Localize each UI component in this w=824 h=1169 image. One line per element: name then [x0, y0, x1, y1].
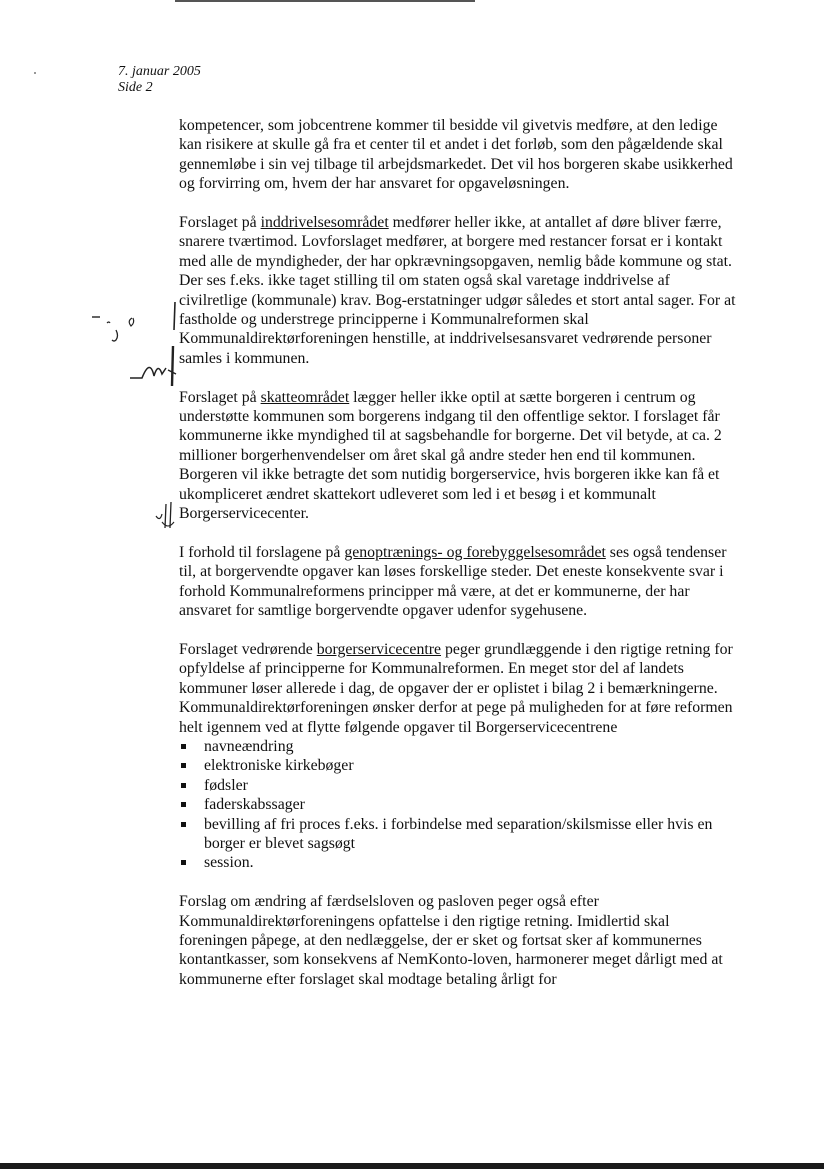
paragraph-genoptraening	[179, 543, 739, 621]
scan-bottom-edge	[0, 1163, 824, 1169]
list-item-text: faderskabssager	[204, 796, 305, 814]
list-item-text: elektroniske kirkebøger	[204, 757, 354, 775]
list-item	[179, 737, 739, 756]
bullet-square-icon	[181, 783, 186, 788]
underlined-term: skatteområdet	[260, 388, 350, 406]
paragraph-lead: Forslaget på	[179, 214, 261, 232]
underlined-term: inddrivelsesområdet	[260, 214, 389, 232]
handwritten-initials	[128, 342, 178, 388]
list-item	[179, 776, 739, 795]
bullet-square-icon	[181, 860, 186, 865]
bullet-square-icon	[181, 802, 186, 807]
list-item-text: navneændring	[204, 737, 294, 755]
underlined-term: borgerservicecentre	[316, 640, 442, 658]
header-date: 7. januar 2005	[118, 64, 201, 79]
underlined-term: genoptrænings- og forebyggelsesområdet	[344, 543, 606, 561]
list-item-text: session.	[204, 854, 254, 872]
page-header	[118, 64, 201, 96]
paragraph-text: medfører heller ikke, at antallet af døre bliver færre, snarere tværtimod. Lovforslaget medfører, at borgere med restancer forsat er i kontakt med alle de myndigheder, der har opkrævningsopgaven, nemlig både kommune og stat. Der ses f.eks. ikke taget stilling til om staten også skal varetage inddrivelse af civilretlige (kommunale) krav. Bog-erstatninger udgør således et stort antal sager. For at fastholde og understrege principperne i Kommunalreformen skal Kommunaldirektørforeningen henstille, at inddrivelsesansvaret vedrørende personer samles i kommunen.	[179, 214, 736, 367]
paragraph-lead: Forslaget på	[179, 388, 261, 406]
paragraph-skat	[179, 388, 739, 524]
paragraph-text: ses også tendenser til, at borgervendte opgaver kan løses forskellige steder. Det eneste konsekvente svar i forhold Kommunalreformens principper må være, at det er kommunerne, der har ansvaret for samtlige borgervendte opgaver udenfor sygehusene.	[179, 543, 727, 620]
list-item	[179, 815, 739, 854]
paragraph-faerdselslov: Forslag om ændring af færdselsloven og pasloven peger også efter Kommunaldirektørforeningens opfattelse i den rigtige retning. Imidlertid skal foreningen påpege, at den nedlæggelse, der er sket og fortsat sker af kommunernes kontantkasser, som konsekvens af NemKonto-loven, harmonerer meget dårligt med at kommunerne efter forslaget skal modtage betaling årligt for	[179, 893, 723, 988]
bullet-square-icon	[181, 744, 186, 749]
handwritten-initials	[152, 498, 180, 538]
list-item	[179, 756, 739, 775]
paragraph-jobcentre: kompetencer, som jobcentrene kommer til besidde vil givetvis medføre, at den ledige kan risikere at skulle gå fra et center til et andet i det forløb, som den pågældende skal gennemløbe i sin vej tilbage til arbejdsmarkedet. Det vil hos borgeren skabe usikkerhed og forvirring om, hvem der har ansvaret for opgaveløsningen.	[179, 117, 733, 193]
paragraph-lead: Forslaget vedrørende	[179, 640, 317, 658]
document-body	[179, 116, 739, 1009]
scan-speck	[34, 72, 36, 74]
paragraph-lead: I forhold til forslagene på	[179, 543, 345, 561]
bullet-square-icon	[181, 822, 186, 827]
task-list	[179, 737, 739, 873]
paragraph-text: peger grundlæggende i den rigtige retning for opfyldelse af principperne for Kommunalreformen. En meget stor del af landets kommuner løser allerede i dag, de opgaver der er oplistet i bilag 2 i bemærkningerne. Kommunaldirektørforeningen ønsker derfor at pege på muligheden for at føre reformen helt igennem ved at flytte følgende opgaver til Borgerservicecentrene	[179, 640, 733, 736]
paragraph-text: lægger heller ikke optil at sætte borgeren i centrum og understøtte kommunen som borgerens indgang til den offentlige sektor. I forslaget får kommunerne ikke myndighed til at sagsbehandle for borgerne. Det vil betyde, at ca. 2 millioner borgerhenvendelser om året skal gå andre steder hen end til kommunen. Borgeren vil ikke betragte det som nutidig borgerservice, hvis borgeren ikke kan få et ukompliceret ændret skattekort udleveret som led i et besøg i et kommunalt Borgerservicecenter.	[179, 388, 722, 523]
paragraph-borgerservice	[179, 640, 739, 737]
bullet-square-icon	[181, 763, 186, 768]
scan-top-edge	[175, 0, 475, 2]
list-item-text: fødsler	[204, 776, 248, 794]
header-page-number: Side 2	[118, 80, 153, 95]
list-item	[179, 853, 739, 872]
list-item	[179, 795, 739, 814]
handwritten-margin-note	[86, 300, 156, 350]
list-item-text: bevilling af fri proces f.eks. i forbindelse med separation/skilsmisse eller hvis en borger er blevet sagsøgt	[204, 815, 713, 852]
paragraph-inddrivelse	[179, 213, 739, 368]
